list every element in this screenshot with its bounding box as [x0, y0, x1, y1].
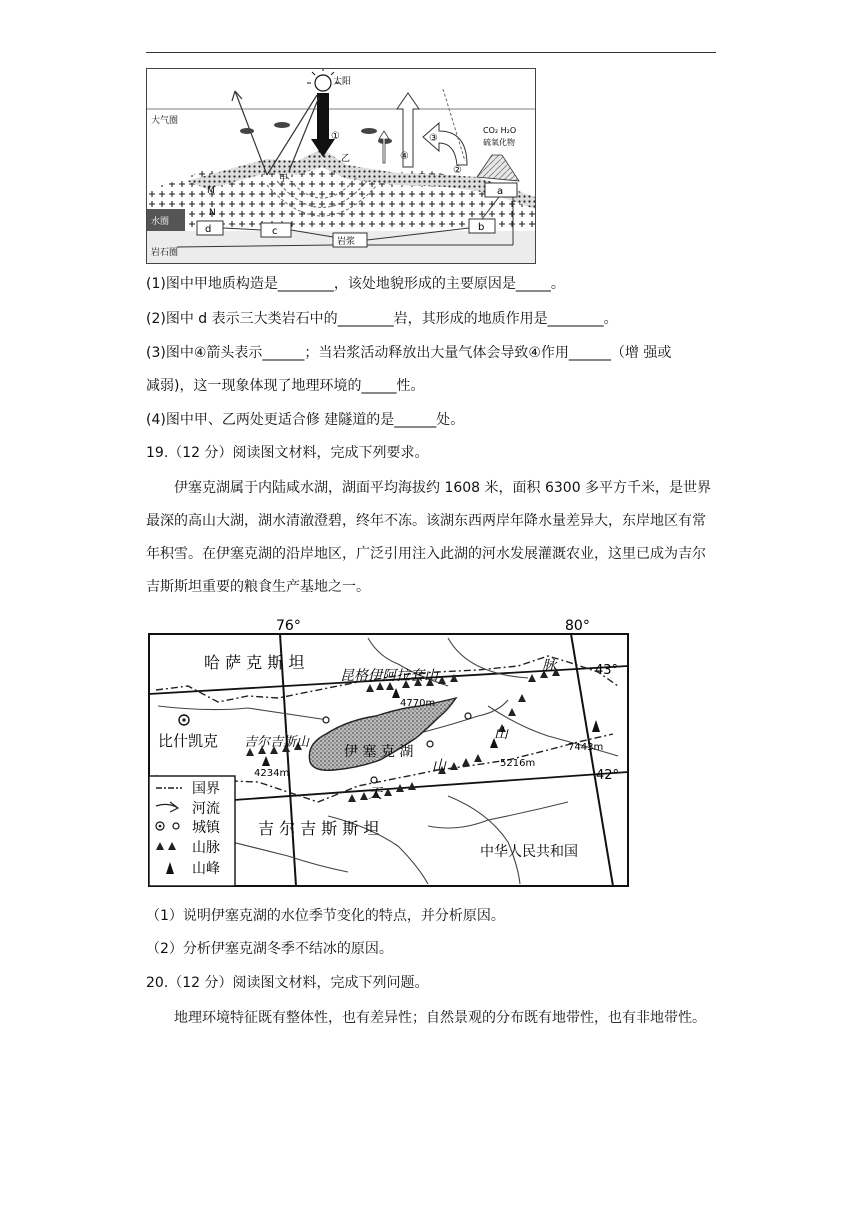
- label-N: N: [209, 208, 216, 218]
- label-yi: 乙: [341, 154, 351, 164]
- label-circle2: ②: [453, 165, 462, 176]
- label-circle4: ④: [400, 151, 409, 162]
- peak-4770-label: 4770m: [400, 698, 436, 709]
- label-M: M: [207, 186, 215, 196]
- q19-paragraph-text: 伊塞克湖属于内陆咸水湖，湖面平均海拔约 1608 米，面积 6300 多平方千米，是世界最深的高山大湖，湖水清澈澄碧，终年不冻。该湖东西两岸年降水量差异大，东岸地区有常年积雪。在伊塞克湖的沿岸地区，广泛引用注入此湖的河水发展灌溉农业，这里已成为吉尔吉斯斯坦重要的粮食生产基地之一。: [146, 480, 712, 595]
- lat-43-label: 43°: [595, 663, 619, 678]
- q19-title: 19.（12 分）阅读图文材料，完成下列要求。: [146, 445, 429, 461]
- legend-river-label: 河流: [192, 801, 220, 817]
- q18-sub3-line2: 减弱)，这一现象体现了地理环境的_____性。: [146, 378, 425, 394]
- legend-mountain-label: 山脉: [192, 840, 220, 856]
- q19-sub1: （1）说明伊塞克湖的水位季节变化的特点，并分析原因。: [146, 908, 505, 924]
- hydrosphere-label: 水圈: [151, 217, 170, 227]
- q19-sub2: （2）分析伊塞克湖冬季不结冰的原因。: [146, 941, 393, 957]
- peak-7443-label: 7443m: [568, 742, 604, 753]
- sun-icon: [315, 75, 331, 91]
- kyrgyz-range-label: 吉尔吉斯山: [244, 735, 310, 750]
- q20-paragraph-text: 地理环境特征既有整体性，也有差异性；自然景观的分布既有地带性，也有非地带性。: [174, 1010, 706, 1026]
- atmosphere-label: 大气圈: [151, 116, 179, 126]
- lat-42-label: 42°: [596, 768, 620, 783]
- kyrgyzstan-label: 吉 尔 吉 斯 斯 坦: [258, 819, 380, 838]
- q18-sub2: (2)图中 d 表示三大类岩石中的________岩，其形成的地质作用是________。: [146, 311, 618, 327]
- sun-label: 太阳: [333, 77, 352, 87]
- label-c: c: [272, 226, 278, 237]
- label-jia: 甲: [279, 174, 289, 184]
- legend-town-label: 城镇: [192, 820, 220, 836]
- lithosphere-label: 岩石圈: [151, 248, 179, 258]
- town-legend-icon: [173, 823, 179, 829]
- q18-sub1: (1)图中甲地质构造是________，该处地貌形成的主要原因是_____。: [146, 276, 565, 292]
- lon-76-label: 76°: [276, 618, 301, 634]
- geologic-cycle-figure: [146, 68, 536, 264]
- china-label: 中华人民共和国: [480, 844, 578, 860]
- label-d: d: [205, 224, 212, 235]
- label-b: b: [478, 222, 485, 233]
- gases-label: CO₂ H₂O: [483, 126, 517, 135]
- magma-label: 岩浆: [337, 237, 356, 247]
- issyk-kul-map-svg: [148, 616, 630, 888]
- issyk-kul-map: [148, 616, 630, 888]
- q19-paragraph: [146, 472, 718, 604]
- label-circle1: ①: [331, 131, 340, 142]
- mai-label: 脉: [542, 658, 556, 674]
- shan-label: 山: [432, 758, 446, 774]
- peak-5216-label: 5216m: [500, 758, 536, 769]
- tian-label: 天: [368, 786, 382, 802]
- label-a: a: [497, 186, 504, 197]
- legend-peak-label: 山峰: [192, 861, 220, 877]
- bishkek-label: 比什凯克: [158, 732, 219, 750]
- sulfides-label: 硫氧化物: [483, 138, 515, 147]
- label-circle3: ③: [429, 133, 438, 144]
- kazakhstan-label: 哈 萨 克 斯 坦: [204, 653, 305, 672]
- q20-title: 20.（12 分）阅读图文材料，完成下列问题。: [146, 975, 429, 991]
- q18-sub3-line1: (3)图中④箭头表示______；当岩浆活动释放出大量气体会导致④作用______（增 强或: [146, 345, 672, 361]
- kungey-alatau-label: 昆格伊阿拉套山: [340, 668, 438, 684]
- q18-sub4: (4)图中甲、乙两处更适合修 建隧道的是______处。: [146, 412, 465, 428]
- geologic-cycle-diagram: [147, 69, 535, 263]
- lon-80-label: 80°: [565, 618, 590, 634]
- lake-label: 伊 塞 克 湖: [344, 744, 414, 760]
- peak-4234-label: 4234m: [254, 768, 290, 779]
- header-rule: [146, 52, 716, 53]
- q20-paragraph: [146, 1002, 718, 1035]
- legend-border-label: 国界: [192, 781, 220, 797]
- shan2-label: 山: [494, 726, 508, 742]
